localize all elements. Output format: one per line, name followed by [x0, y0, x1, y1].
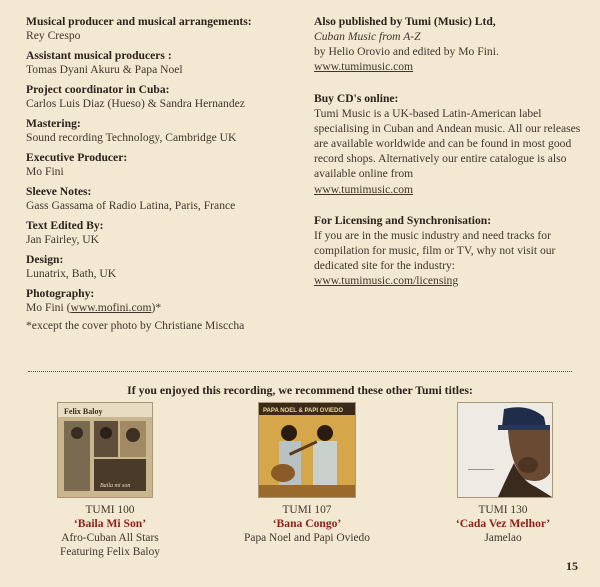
credit-value: Carlos Luis Diaz (Hueso) & Sandra Hernandez	[26, 97, 245, 110]
credit-heading: Executive Producer:	[26, 151, 128, 164]
licensing-link[interactable]: www.tumimusic.com/licensing	[314, 274, 459, 288]
artist-line: Papa Noel and Papi Oviedo	[244, 532, 370, 544]
dotted-divider	[28, 371, 572, 372]
album-cover-cada-vez-melhor	[458, 403, 552, 497]
credits-column	[26, 14, 296, 338]
credit-assistant-producers	[26, 48, 296, 77]
album-name: ‘Baila Mi Son’	[73, 517, 147, 530]
photography-prefix: Mo Fini (	[26, 301, 71, 314]
cover-title: PAPA NOEL & PAPI OVIEDO	[263, 408, 344, 414]
buy-online-block	[314, 91, 584, 197]
credit-heading: Photography:	[26, 287, 95, 300]
catalog-number: TUMI 130	[478, 504, 528, 516]
licensing-text: If you are in the music industry and need tracks for compilation for music, film or TV, why not visit our dedicated site for the industry:	[314, 228, 556, 273]
credit-executive-producer	[26, 150, 296, 179]
catalog-number: TUMI 107	[282, 504, 332, 516]
photography-note: *except the cover photo by Christiane Misccha	[26, 319, 245, 332]
credit-value: Sound recording Technology, Cambridge UK	[26, 131, 237, 144]
artist-line: Afro-Cuban All Stars	[61, 532, 159, 544]
also-published-block	[314, 14, 584, 75]
credit-value: Lunatrix, Bath, UK	[26, 267, 117, 280]
credit-value: Rey Crespo	[26, 29, 81, 42]
credit-value: Jan Fairley, UK	[26, 233, 99, 246]
buy-online-text: Tumi Music is a UK-based Latin-American label specialising in Cuban and Andean music. All our releases are available worldwide and can be found in most good record shops. Alternatively our entire catalogue is also available online from	[314, 106, 581, 181]
credit-value: Mo Fini	[26, 165, 64, 178]
album-name: ‘Bana Congo’	[272, 517, 342, 530]
tumimusic-link[interactable]: www.tumimusic.com	[314, 60, 414, 74]
cover-title: Felix Baloy	[64, 407, 103, 416]
credit-heading: Text Edited By:	[26, 219, 104, 232]
credit-heading: Assistant musical producers :	[26, 49, 172, 62]
credit-heading: Sleeve Notes:	[26, 185, 92, 198]
catalog-number: TUMI 100	[85, 504, 135, 516]
album-cover-bana-congo	[259, 403, 355, 497]
credit-mastering	[26, 116, 296, 145]
credit-photography	[26, 286, 296, 333]
also-published-heading: Also published by Tumi (Music) Ltd,	[314, 15, 496, 28]
mofini-link[interactable]: www.mofini.com	[70, 301, 152, 314]
credit-coordinator	[26, 82, 296, 111]
credit-text-editor	[26, 218, 296, 247]
recommended-titles	[0, 403, 600, 573]
book-title: Cuban Music from A-Z	[314, 30, 421, 43]
credit-heading: Musical producer and musical arrangements:	[26, 15, 252, 28]
credit-value: Gass Gassama of Radio Latina, Paris, France	[26, 199, 236, 212]
credit-heading: Mastering:	[26, 117, 81, 130]
licensing-block	[314, 213, 584, 289]
credit-design	[26, 252, 296, 281]
tumimusic-link[interactable]: www.tumimusic.com	[314, 182, 414, 196]
licensing-heading: For Licensing and Synchronisation:	[314, 213, 492, 227]
album-cover-baila-mi-son	[58, 403, 152, 497]
artist-line-2: Featuring Felix Baloy	[60, 546, 160, 558]
info-column	[314, 14, 584, 305]
credit-producer	[26, 14, 296, 43]
book-byline: by Helio Orovio and edited by Mo Fini.	[314, 45, 499, 59]
page-number: 15	[566, 559, 578, 573]
credit-heading: Design:	[26, 253, 64, 266]
credit-sleeve-notes	[26, 184, 296, 213]
credit-value	[26, 301, 296, 315]
photography-suffix: )*	[151, 301, 162, 314]
album-name: ‘Cada Vez Melhor’	[455, 517, 551, 530]
recommend-heading: If you enjoyed this recording, we recommend these other Tumi titles:	[127, 383, 473, 397]
cover-subtitle: Baila mi son	[100, 483, 131, 489]
credit-heading: Project coordinator in Cuba:	[26, 83, 170, 96]
credit-value: Tomas Dyani Akuru & Papa Noel	[26, 63, 183, 76]
buy-online-heading: Buy CD's online:	[314, 91, 399, 105]
artist-line: Jamelao	[484, 532, 522, 544]
